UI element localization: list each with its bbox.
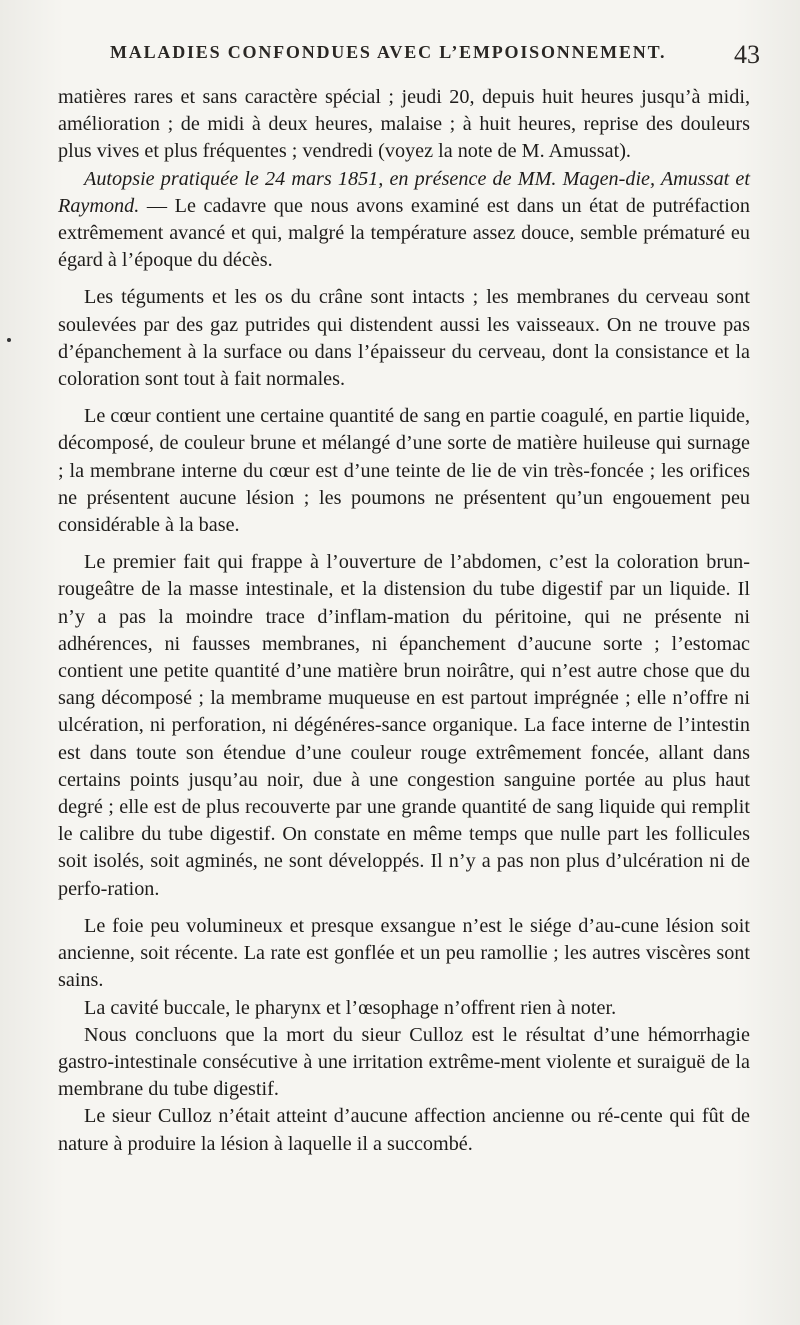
- autopsy-heading: Autopsie pratiquée le 24 mars 1851, en présence de MM. Magen-die, Amussat et Raymond.: [58, 167, 750, 217]
- paragraph-liver: Le foie peu volumineux et presque exsangue n’est le siége d’au-cune lésion soit ancienne, soit récente. La rate est gonflée et un peu ramollie ; les autres viscères sont sains.: [58, 914, 750, 992]
- paragraph-autopsy: [58, 166, 750, 275]
- paragraph-abdomen: Le premier fait qui frappe à l’ouverture de l’abdomen, c’est la coloration brun-rougeâtre de la masse intestinale, et la distension du tube digestif par un liquide. Il n’y a pas la moindre trace d’inflam-mation du péritoine, qui ne présente ni adhérences, ni fausses membranes, ni épanchement d’aucune sorte ; l’estomac contient une petite quantité d’une matière brun noirâtre, qui n’est autre chose que du sang décomposé ; la membrame muqueuse en est partout imprégnée ; elle n’offre ni ulcération, ni perforation, ni dégénéres-sance organique. La face interne de l’intestin est dans toute son étendue d’une couleur rouge extrêmement foncée, allant dans certains points jusqu’au noir, due à une congestion sanguine portée au plus haut degré ; elle est de plus recouverte par une grande quantité de sang liquide qui remplit le calibre du tube digestif. On constate en même temps que nulle part les follicules soit isolés, soit agminés, ne sont développés. Il n’y a pas non plus d’ulcération ni de perfo-ration.: [58, 551, 750, 900]
- running-title: MALADIES CONFONDUES AVEC L’EMPOISONNEMENT.: [110, 42, 667, 62]
- body-text: [58, 84, 750, 1158]
- page-number: 43: [734, 40, 760, 69]
- paragraph-final: Le sieur Culloz n’était atteint d’aucune affection ancienne ou ré-cente qui fût de nature à produire la lésion à laquelle il a succombé.: [58, 1105, 750, 1155]
- page-header: [110, 42, 760, 74]
- paragraph-heart: Le cœur contient une certaine quantité de sang en partie coagulé, en partie liquide, décomposé, de couleur brune et mélangé d’une sorte de matière huileuse qui surnage ; la membrane interne du cœur est d’une teinte de lie de vin très-foncée ; les orifices ne présentent aucune lésion ; les poumons ne présentent qu’un engouement peu considérable à la base.: [58, 405, 750, 537]
- paragraph-mouth: La cavité buccale, le pharynx et l’œsophage n’offrent rien à noter.: [84, 996, 617, 1019]
- paragraph-conclusion: Nous concluons que la mort du sieur Culloz est le résultat d’une hémorrhagie gastro-intestinale consécutive à une irritation extrême-ment violente et suraiguë de la membrane du tube digestif.: [58, 1023, 750, 1101]
- margin-mark: [7, 338, 11, 342]
- paragraph-skull: Les téguments et les os du crâne sont intacts ; les membranes du cerveau sont soulevées par des gaz putrides qui distendent aussi les vaisseaux. On ne trouve pas d’épanchement à la surface ou dans l’épaisseur du cerveau, dont la consistance et la coloration sont tout à fait normales.: [58, 286, 750, 391]
- paragraph-continuation: matières rares et sans caractère spécial ; jeudi 20, depuis huit heures jusqu’à midi, amélioration ; de midi à deux heures, malaise ; à huit heures, reprise des douleurs plus vives et plus fréquentes ; vendredi (voyez la note de M. Amussat).: [58, 86, 750, 163]
- autopsy-text: — Le cadavre que nous avons examiné est dans un état de putréfaction extrêmement avancé et qui, malgré la température assez douce, semble prématuré eu égard à l’époque du décès.: [58, 194, 750, 272]
